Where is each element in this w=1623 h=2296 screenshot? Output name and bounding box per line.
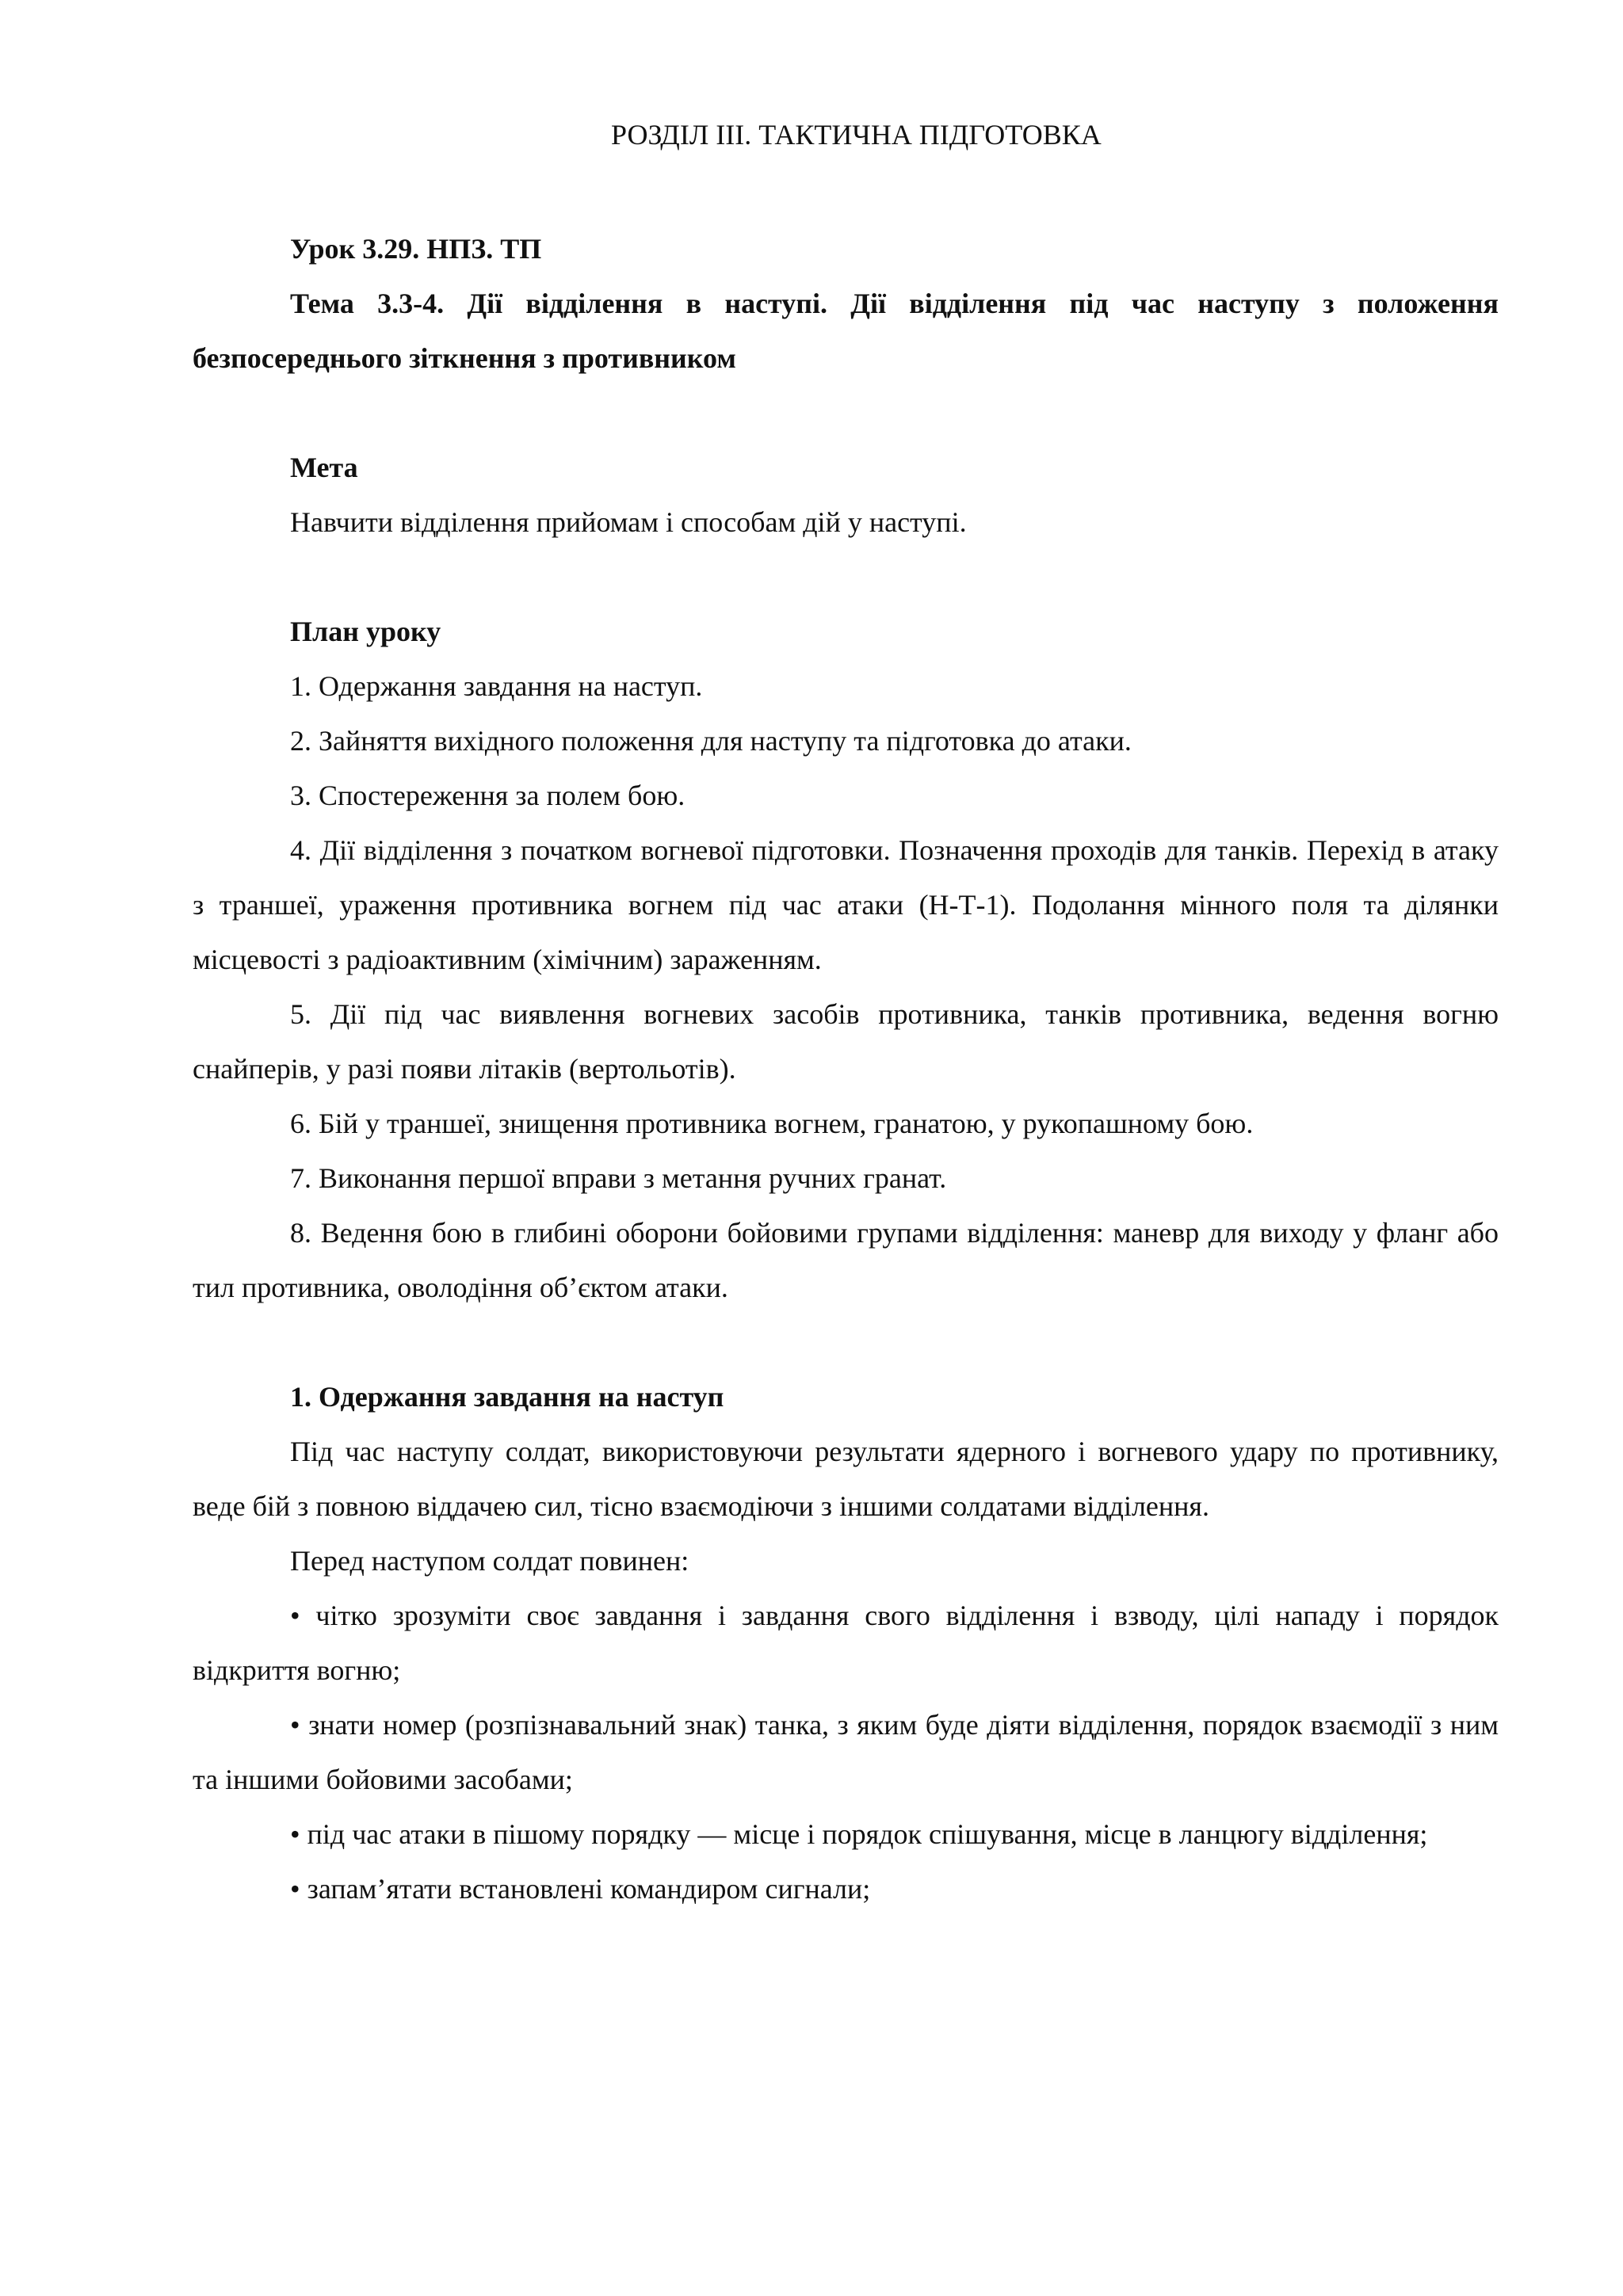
lesson-title: Урок 3.29. НПЗ. ТП <box>290 233 542 265</box>
body-paragraph: Під час наступу солдат, використовуючи результати ядерного і вогневого удару по противнику, веде бій з повною віддачею сил, тісно взаємодіючи з іншими солдатами відділення. <box>193 1436 1499 1522</box>
plan-label: План уроку <box>290 616 441 647</box>
lesson-topic: Тема 3.3-4. Дії відділення в наступі. Дії відділення під час наступу з положення безпосереднього зіткнення з противником <box>193 288 1499 374</box>
bullet-item: • чітко зрозуміти своє завдання і завдання свого відділення і взводу, цілі нападу і порядок відкриття вогню; <box>193 1600 1499 1686</box>
bullet-item: • під час атаки в пішому порядку — місце і порядок спішування, місце в ланцюгу відділення; <box>290 1818 1428 1850</box>
plan-item: 4. Дії відділення з початком вогневої підготовки. Позначення проходів для танків. Перехід в атаку з траншеї, ураження противника вогнем під час атаки (Н-Т-1). Подолання мінного поля та ділянки місцевості з радіоактивним (хімічним) зараженням. <box>193 834 1499 975</box>
page-content <box>193 108 1499 1917</box>
plan-item: 2. Зайняття вихідного положення для наступу та підготовка до атаки. <box>290 725 1132 757</box>
plan-item: 6. Бій у траншеї, знищення противника вогнем, гранатою, у рукопашному бою. <box>290 1108 1254 1139</box>
plan-item: 3. Спостереження за полем бою. <box>290 780 685 811</box>
plan-item: 1. Одержання завдання на наступ. <box>290 670 703 702</box>
goal-text: Навчити відділення прийомам і способам дій у наступі. <box>290 506 967 538</box>
section-title: РОЗДІЛ ІІІ. ТАКТИЧНА ПІДГОТОВКА <box>611 119 1102 151</box>
plan-item: 5. Дії під час виявлення вогневих засобів противника, танків противника, ведення вогню снайперів, у разі появи літаків (вертольотів). <box>193 998 1499 1085</box>
plan-item: 7. Виконання першої вправи з метання ручних гранат. <box>290 1162 947 1194</box>
goal-label: Мета <box>290 452 358 483</box>
bullet-item: • знати номер (розпізнавальний знак) танка, з яким буде діяти відділення, порядок взаємодії з ним та іншими бойовими засобами; <box>193 1709 1499 1795</box>
bullet-item: • запам’ятати встановлені командиром сигнали; <box>290 1873 871 1905</box>
body-paragraph: Перед наступом солдат повинен: <box>290 1545 689 1577</box>
section-1-heading: 1. Одержання завдання на наступ <box>290 1381 724 1413</box>
plan-item: 8. Ведення бою в глибині оборони бойовими групами відділення: маневр для виходу у фланг або тил противника, оволодіння об’єктом атаки. <box>193 1217 1499 1303</box>
